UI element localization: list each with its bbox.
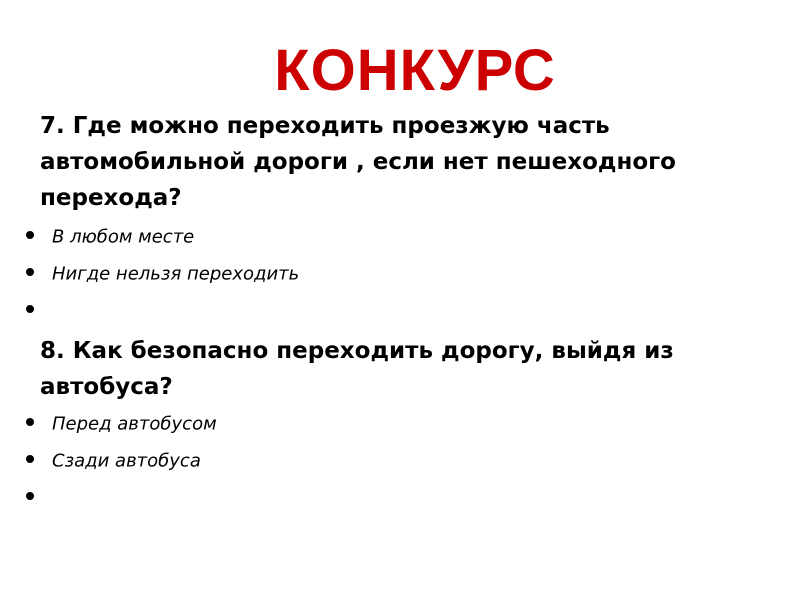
question-8: 8. Как безопасно переходить дорогу, выйдя из автобуса? <box>40 338 674 400</box>
slide-title: КОНКУРС <box>274 38 556 103</box>
answer-option-label: В любом месте <box>52 226 195 248</box>
bullet-icon <box>26 492 34 500</box>
answer-option-label: Нигде нельзя переходить <box>52 263 300 285</box>
bullet-icon <box>26 231 34 239</box>
answer-option <box>26 255 746 292</box>
answer-option <box>26 442 746 479</box>
bullet-icon <box>26 418 34 426</box>
question-8-options <box>26 405 746 516</box>
bullet-icon <box>26 268 34 276</box>
answer-option-label: Перед автобусом <box>52 413 217 435</box>
answer-option <box>26 218 746 255</box>
bullet-icon <box>26 455 34 463</box>
bullet-icon <box>26 305 34 313</box>
question-7-options <box>26 218 746 329</box>
answer-option-label: Сзади автобуса <box>52 450 201 472</box>
answer-option <box>26 292 746 329</box>
question-7: 7. Где можно переходить проезжую часть автомобильной дороги , если нет пешеходного перехода? <box>40 113 676 211</box>
answer-option <box>26 405 746 442</box>
answer-option <box>26 479 746 516</box>
